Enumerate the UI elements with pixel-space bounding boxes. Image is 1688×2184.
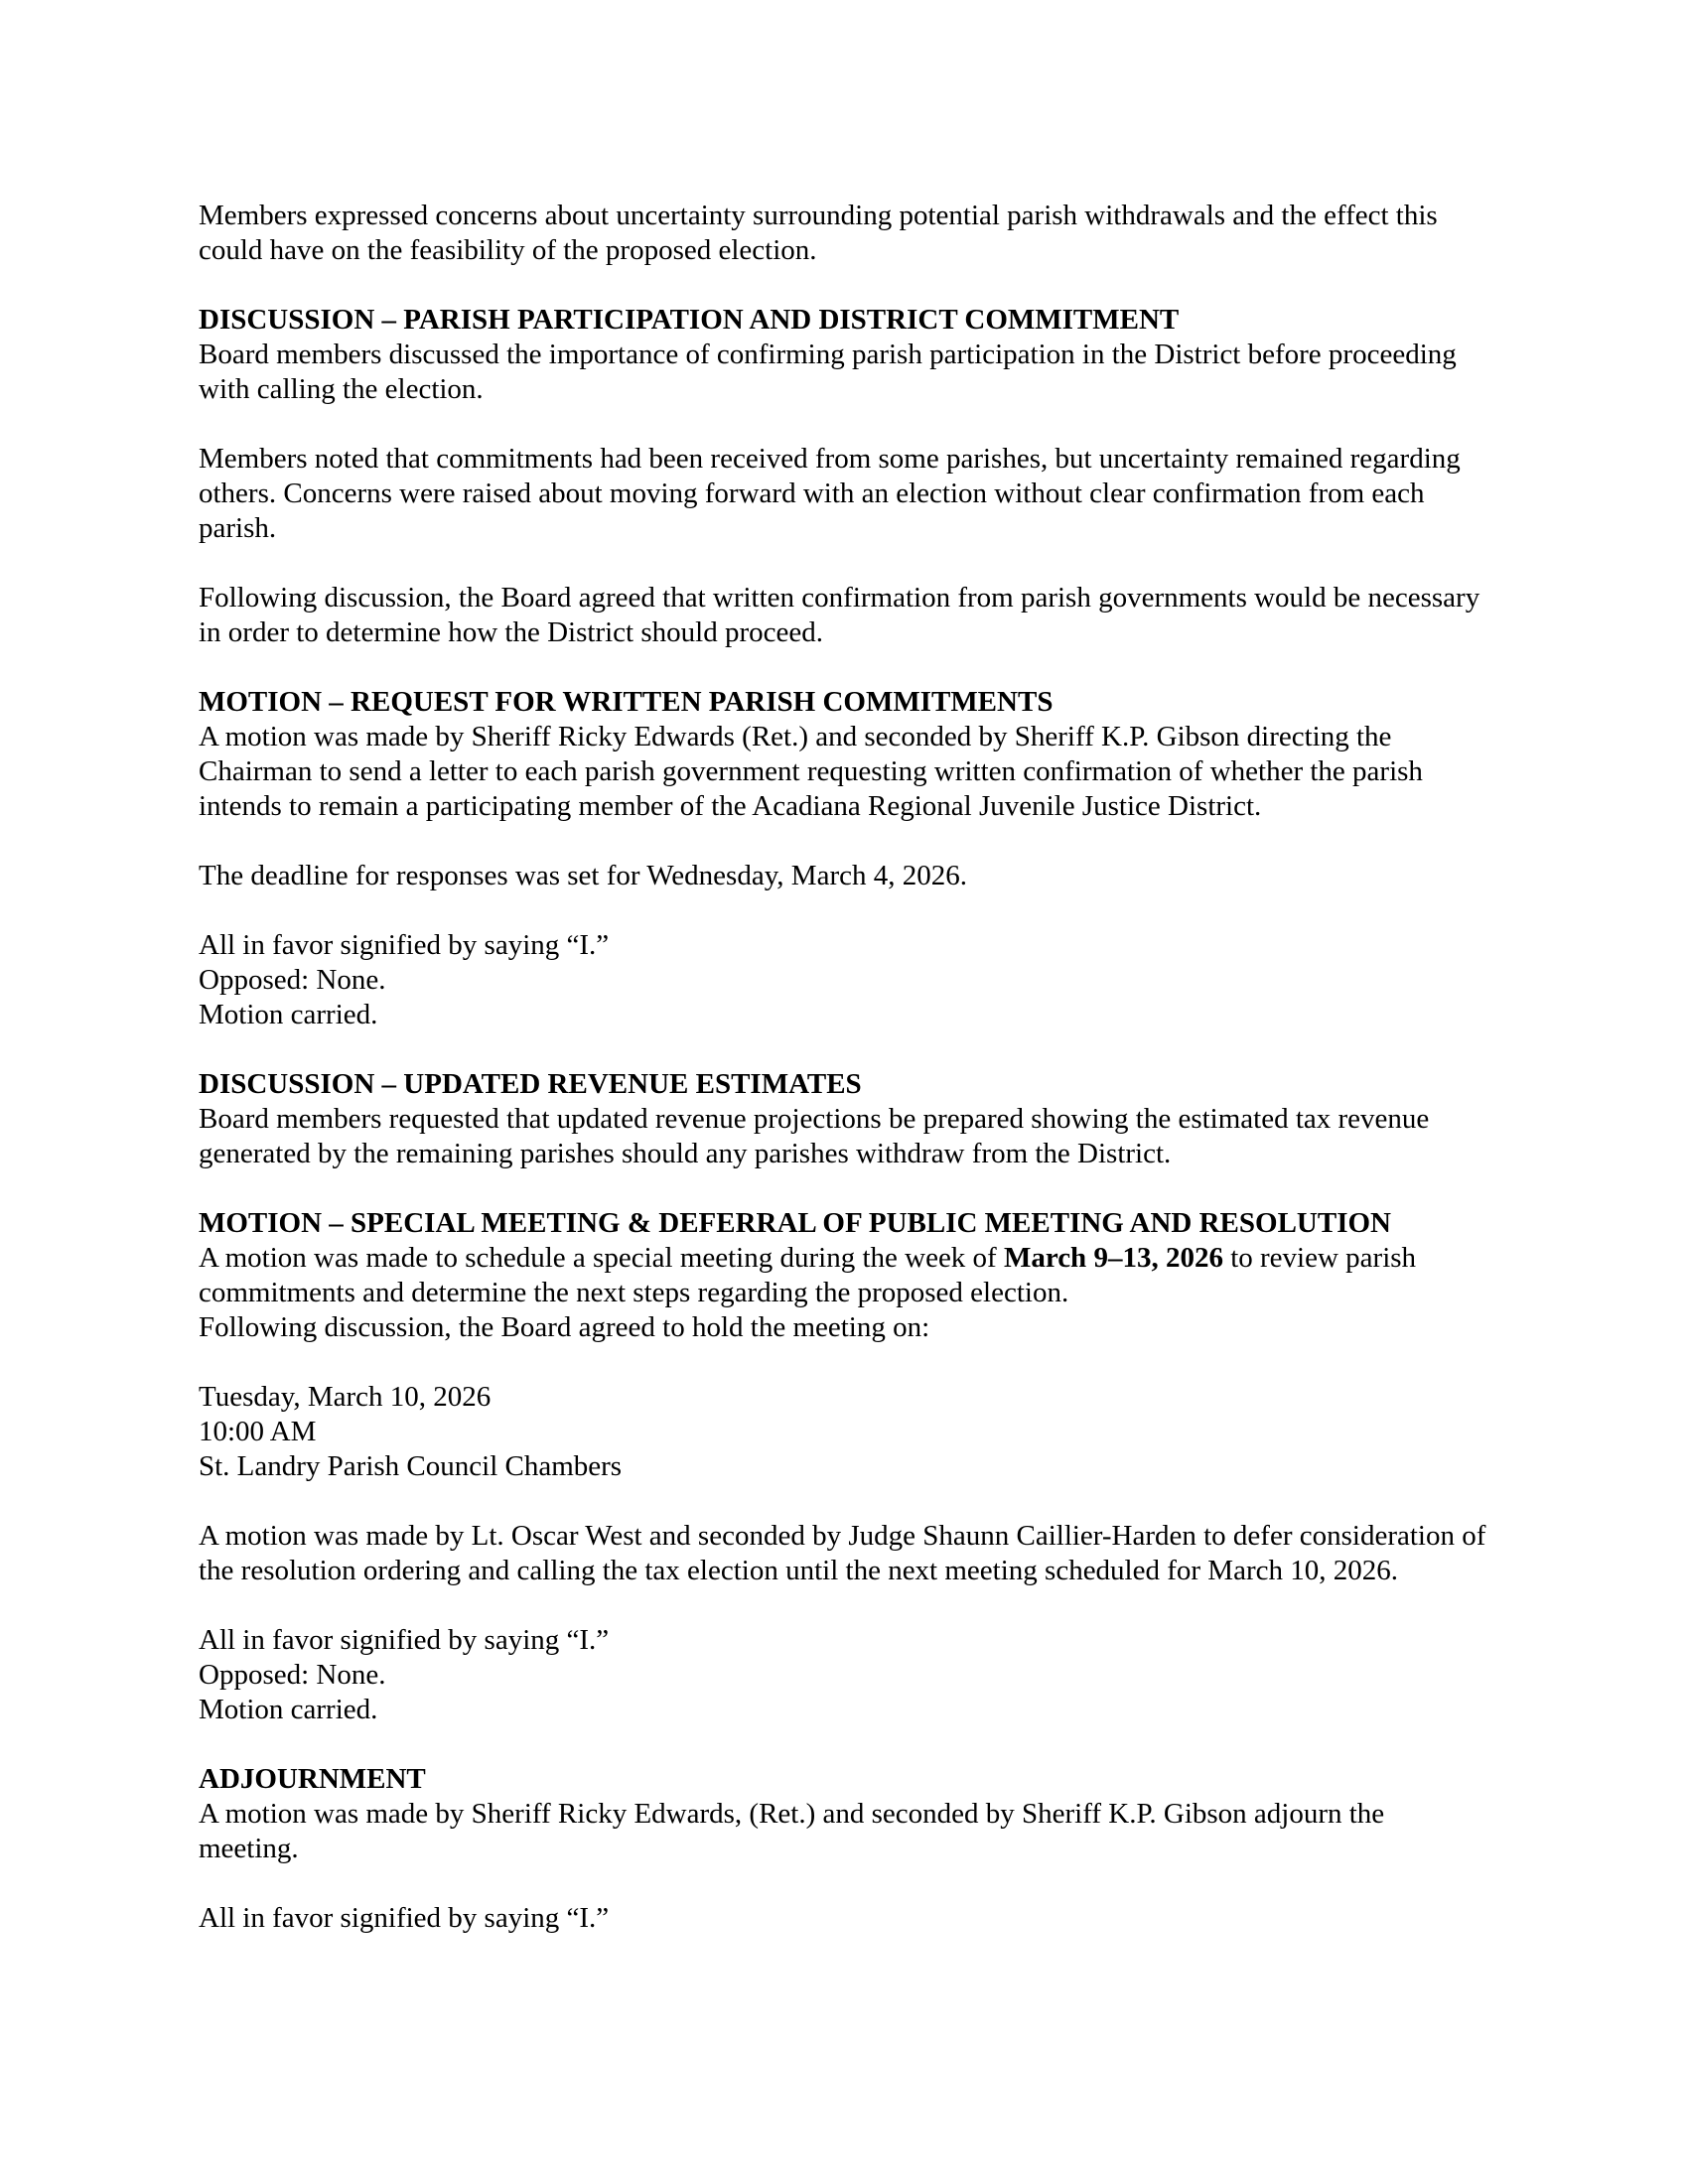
section-heading: MOTION – SPECIAL MEETING & DEFERRAL OF PUBLIC MEETING AND RESOLUTION	[199, 1207, 1391, 1239]
paragraph: Following discussion, the Board agreed that written confirmation from parish governments would be necessary in order to determine how the District should proceed.	[199, 582, 1480, 648]
meeting-location: St. Landry Parish Council Chambers	[199, 1450, 623, 1482]
paragraph: A motion was made by Sheriff Ricky Edwards (Ret.) and seconded by Sheriff K.P. Gibson directing the Chairman to send a letter to each parish government requesting written confirmation of whether the parish intends to remain a participating member of the Acadiana Regional Juvenile Justice District.	[199, 721, 1423, 822]
paragraph: A motion was made by Lt. Oscar West and seconded by Judge Shaunn Caillier-Harden to defer consideration of the resolution ordering and calling the tax election until the next meeting scheduled for March 10, 2026.	[199, 1520, 1486, 1586]
vote-result: Motion carried.	[199, 1694, 378, 1725]
paragraph: Board members discussed the importance of confirming parish participation in the District before proceeding with calling the election.	[199, 339, 1457, 405]
vote-favor: All in favor signified by saying “I.”	[199, 1902, 610, 1934]
section-heading: DISCUSSION – UPDATED REVENUE ESTIMATES	[199, 1068, 862, 1100]
paragraph	[199, 1241, 1489, 1345]
paragraph: Board members requested that updated revenue projections be prepared showing the estimated tax revenue generated by the remaining parishes should any parishes withdraw from the District.	[199, 1103, 1430, 1169]
document-body	[199, 199, 1489, 1936]
intro-paragraph: Members expressed concerns about uncertainty surrounding potential parish withdrawals and the effect this could have on the feasibility of the proposed election.	[199, 200, 1438, 266]
text-line: Following discussion, the Board agreed to hold the meeting on:	[199, 1311, 930, 1343]
deadline-paragraph: The deadline for responses was set for Wednesday, March 4, 2026.	[199, 860, 967, 891]
vote-favor: All in favor signified by saying “I.”	[199, 1624, 610, 1656]
paragraph: A motion was made by Sheriff Ricky Edwards, (Ret.) and seconded by Sheriff K.P. Gibson adjourn the meeting.	[199, 1798, 1385, 1864]
section-adjournment	[199, 1762, 1489, 1936]
vote-result: Motion carried.	[199, 999, 378, 1030]
text-run: A motion was made to schedule a special meeting during the week of	[199, 1242, 1004, 1274]
meeting-week: March 9–13, 2026	[1003, 1242, 1223, 1274]
section-heading: DISCUSSION – PARISH PARTICIPATION AND DISTRICT COMMITMENT	[199, 304, 1180, 336]
meeting-date: Tuesday, March 10, 2026	[199, 1381, 492, 1413]
section-heading: ADJOURNMENT	[199, 1763, 426, 1795]
section-written-commitments	[199, 685, 1489, 1032]
text-run: to review parish commitments and determine the next steps regarding the proposed election.	[199, 1242, 1417, 1308]
section-parish-participation	[199, 303, 1489, 650]
section-revenue-estimates	[199, 1067, 1489, 1171]
paragraph: Members noted that commitments had been received from some parishes, but uncertainty remained regarding others. Concerns were raised about moving forward with an election without clear confirmation from each parish.	[199, 443, 1461, 544]
section-heading: MOTION – REQUEST FOR WRITTEN PARISH COMMITMENTS	[199, 686, 1054, 718]
vote-opposed: Opposed: None.	[199, 1659, 386, 1691]
vote-record	[199, 928, 1489, 1032]
vote-opposed: Opposed: None.	[199, 964, 386, 996]
vote-favor: All in favor signified by saying “I.”	[199, 929, 610, 961]
section-special-meeting	[199, 1206, 1489, 1727]
vote-record	[199, 1623, 1489, 1727]
meeting-details	[199, 1380, 1489, 1484]
meeting-time: 10:00 AM	[199, 1416, 317, 1447]
